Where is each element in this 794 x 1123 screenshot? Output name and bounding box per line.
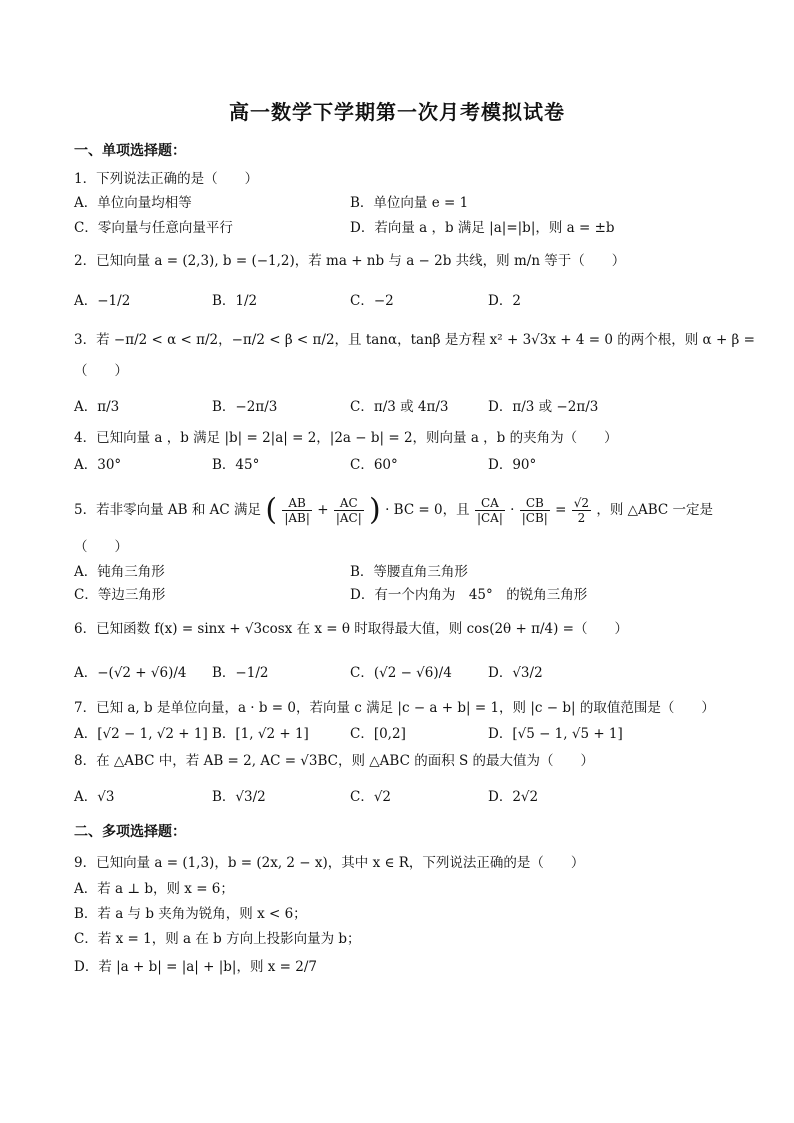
unit-vector-ab-fraction: $\frac{AB}{|AB|}$ — [284, 496, 310, 525]
question-1-option-c: C．零向量与任意向量平行 — [74, 220, 233, 236]
question-8-option-b: B．√3/2 — [212, 789, 266, 805]
question-8-option-c: C．√2 — [350, 789, 392, 805]
unit-vector-ca-fraction: $\frac{CA}{|CA|}$ — [476, 496, 503, 525]
question-2-option-c: C．−2 — [350, 293, 394, 309]
question-2-option-d: D．2 — [488, 293, 521, 309]
question-6-option-c: C．(√2 − √6)/4 — [350, 665, 452, 681]
page-title: 高一数学下学期第一次月考模拟试卷 — [229, 100, 565, 124]
question-5-option-b: B．等腰直角三角形 — [350, 564, 468, 580]
plus-glyph: + — [317, 502, 329, 518]
unit-vector-ac-fraction: $\frac{AC}{|AC|}$ — [335, 496, 362, 525]
question-5-option-d: D．有一个内角为 45° 的锐角三角形 — [350, 587, 588, 603]
question-4-option-a: A．30° — [74, 457, 122, 473]
question-5-stem-part-d: ，则 △ABC 一定是 — [596, 502, 714, 518]
question-9-option-c: C．若 x = 1，则 a 在 b 方向上投影向量为 b； — [74, 931, 361, 947]
dot-glyph: · — [510, 502, 515, 518]
open-paren-glyph: ( — [265, 492, 278, 528]
question-5-option-c: C．等边三角形 — [74, 587, 166, 603]
question-6-stem: 6．已知函数 f(x) = sinx + √3cosx 在 x = θ 时取得最大值，则 cos(2θ + π/4) =（ ） — [74, 621, 628, 637]
sqrt2-over-2-fraction: $\frac{√2}{2}$ — [573, 496, 590, 525]
question-3-option-d: D．π/3 或 −2π/3 — [488, 399, 599, 415]
question-3-option-a: A．π/3 — [74, 399, 120, 415]
close-paren-glyph: ) — [369, 492, 381, 528]
question-2-option-a: A．−1/2 — [74, 293, 131, 309]
unit-vector-cb-fraction: $\frac{CB}{|CB|}$ — [521, 496, 548, 525]
question-1-option-d: D．若向量 a ，b 满足 |a|=|b|，则 a = ±b — [350, 220, 615, 236]
question-2-stem: 2．已知向量 a = (2,3), b = (−1,2)，若 ma + nb 与 a − 2b 共线，则 m/n 等于（ ） — [74, 253, 626, 269]
question-3-stem: 3．若 −π/2 < α < π/2，−π/2 < β < π/2，且 tanα，tanβ 是方程 x² + 3√3x + 4 = 0 的两个根，则 α + β = — [74, 332, 755, 348]
question-9-option-b: B．若 a 与 b 夹角为锐角，则 x < 6； — [74, 906, 307, 922]
question-4-option-b: B．45° — [212, 457, 260, 473]
question-8-option-d: D．2√2 — [488, 789, 539, 805]
question-3-paren: （ ） — [74, 363, 128, 379]
question-5-paren: （ ） — [74, 539, 128, 555]
question-2-option-b: B．1/2 — [212, 293, 258, 309]
section-multiple-choice: 二、多项选择题： — [74, 824, 186, 840]
question-1-option-a: A．单位向量均相等 — [74, 195, 192, 211]
question-4-option-d: D．90° — [488, 457, 537, 473]
question-1-stem: 1．下列说法正确的是（ ） — [74, 171, 259, 187]
question-8-option-a: A．√3 — [74, 789, 115, 805]
question-7-stem: 7．已知 a, b 是单位向量，a · b = 0，若向量 c 满足 |c − a + b| = 1，则 |c − b| 的取值范围是（ ） — [74, 700, 715, 716]
question-9-option-a: A．若 a ⊥ b，则 x = 6； — [74, 881, 234, 897]
section-single-choice: 一、单项选择题： — [74, 143, 186, 159]
question-5-stem-part-c: = — [555, 502, 567, 518]
question-1-option-b: B．单位向量 e = 1 — [350, 195, 469, 211]
question-6-option-a: A．−(√2 + √6)/4 — [74, 665, 187, 681]
question-9-option-d: D．若 |a + b| = |a| + |b|，则 x = 2/7 — [74, 959, 317, 975]
question-7-option-b: B．[1, √2 + 1] — [212, 726, 309, 742]
question-7-option-d: D．[√5 − 1, √5 + 1] — [488, 726, 623, 742]
question-4-option-c: C．60° — [350, 457, 398, 473]
question-6-option-b: B．−1/2 — [212, 665, 269, 681]
question-6-option-d: D．√3/2 — [488, 665, 543, 681]
question-5-stem-part-b: · BC = 0，且 — [385, 502, 470, 518]
question-3-option-c: C．π/3 或 4π/3 — [350, 399, 449, 415]
question-3-option-b: B．−2π/3 — [212, 399, 278, 415]
question-7-option-c: C．[0,2] — [350, 726, 406, 742]
question-5-stem-part-a: 5．若非零向量 AB 和 AC 满足 — [74, 502, 262, 518]
question-5-stem — [74, 492, 714, 528]
question-8-stem: 8．在 △ABC 中，若 AB = 2, AC = √3BC，则 △ABC 的面积 S 的最大值为（ ） — [74, 753, 595, 769]
question-7-option-a: A．[√2 − 1, √2 + 1] — [74, 726, 208, 742]
question-5-option-a: A．钝角三角形 — [74, 564, 165, 580]
question-4-stem: 4．已知向量 a ，b 满足 |b| = 2|a| = 2，|2a − b| = 2，则向量 a ，b 的夹角为（ ） — [74, 430, 618, 446]
question-9-stem: 9．已知向量 a = (1,3)，b = (2x, 2 − x)，其中 x ∈ R，下列说法正确的是（ ） — [74, 855, 585, 871]
